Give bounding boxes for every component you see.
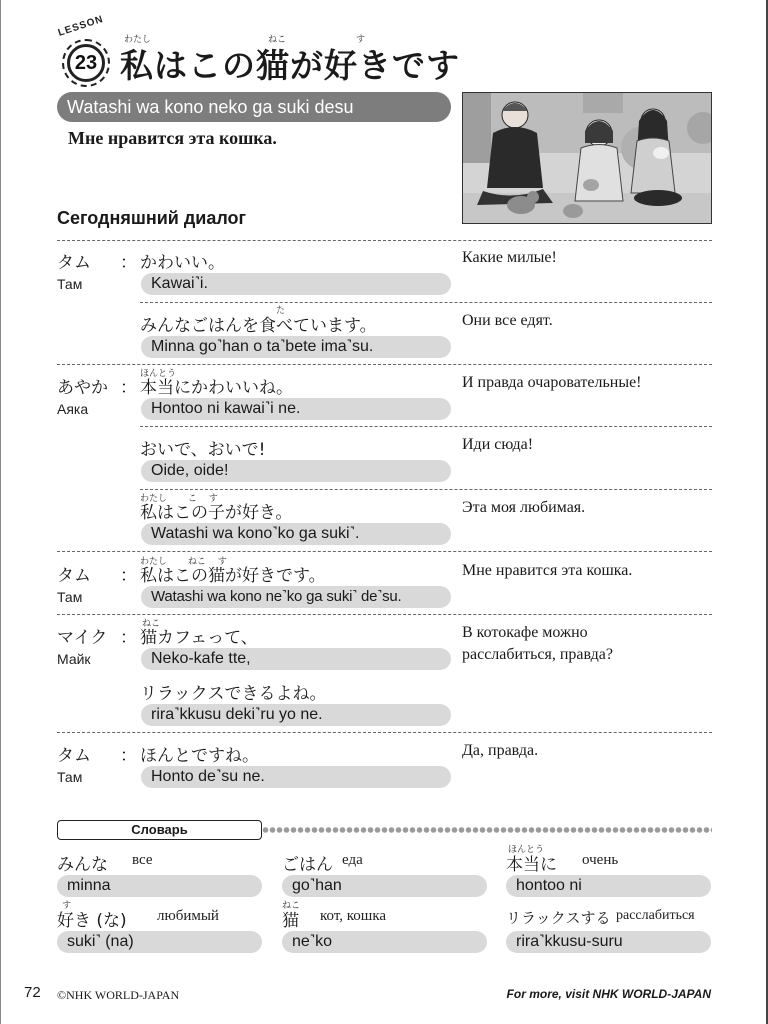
vocab-word-russian: кот, кошка — [320, 908, 387, 924]
speaker-colon: ： — [120, 628, 137, 648]
line-ruby: ほんとう — [140, 369, 177, 379]
dialogue-line-japanese: 猫カフェって、 — [140, 628, 258, 648]
line-ruby: ねこ — [142, 619, 161, 629]
speaker-name-russian: Там — [57, 276, 83, 292]
speaker-name-japanese: あやか — [57, 378, 108, 398]
dialogue-line-romaji: Neko-kafe tte, — [141, 648, 451, 670]
vocab-word-romaji: minna — [57, 875, 262, 897]
speaker-colon: ： — [120, 746, 137, 766]
visit-link-text: For more, visit NHK WORLD-JAPAN — [506, 987, 711, 1001]
title-ruby: わたし — [124, 35, 152, 45]
vocab-ruby: ほんとう — [508, 845, 545, 855]
speaker-name-japanese: タム — [57, 253, 91, 273]
page-edge — [0, 0, 1, 1024]
page-number: 72 — [24, 984, 41, 1001]
vocab-word-russian: еда — [342, 852, 363, 868]
vocab-word-japanese: 猫 — [282, 911, 299, 931]
speaker-colon: ： — [120, 253, 137, 273]
dialogue-line-romaji: rira˺kkusu deki˺ru yo ne. — [141, 704, 451, 726]
dialogue-line-japanese: かわいい。 — [140, 253, 225, 273]
cat-cafe-illustration — [462, 92, 712, 224]
lesson-title-japanese: 私はこの猫が好きです — [120, 46, 460, 85]
dialogue-line-russian: расслабиться, правда? — [462, 646, 614, 663]
vocab-word-romaji: suki˺ (na) — [57, 931, 262, 953]
dialogue-line-japanese: 私はこの猫が好きです。 — [140, 566, 326, 586]
dialogue-line-romaji: Watashi wa kono˺ko ga suki˺. — [141, 523, 451, 545]
decorative-strip — [262, 825, 712, 835]
lesson-title-romaji: Watashi wa kono neko ga suki desu — [57, 92, 451, 122]
dialogue-line-russian: Мне нравится эта кошка. — [462, 562, 633, 579]
speaker-name-russian: Аяка — [57, 401, 89, 417]
vocab-word-japanese: リラックスする — [506, 909, 611, 927]
dialogue-line-japanese: 私はこの子が好き。 — [140, 503, 293, 523]
speaker-name-japanese: タム — [57, 566, 91, 586]
vocab-ruby: ねこ — [282, 901, 301, 911]
speaker-colon: ： — [120, 566, 137, 586]
divider — [140, 489, 712, 490]
vocab-word-romaji: hontoo ni — [506, 875, 711, 897]
section-heading: Сегодняшний диалог — [57, 208, 247, 228]
dialogue-line-japanese: みんなごはんを食べています。 — [140, 316, 377, 336]
vocab-word-russian: очень — [582, 852, 619, 868]
speaker-name-russian: Там — [57, 589, 83, 605]
speaker-name-russian: Майк — [57, 651, 91, 667]
speaker-name-japanese: マイク — [57, 628, 108, 648]
divider — [57, 364, 712, 365]
line-ruby: た — [276, 306, 286, 316]
vocab-word-romaji: ne˺ko — [282, 931, 487, 953]
vocab-word-japanese: 好き (な) — [57, 911, 127, 931]
lesson-label: LESSON — [56, 13, 106, 39]
title-ruby: ねこ — [268, 35, 287, 45]
dialogue-line-russian: В котокафе можно — [462, 624, 588, 641]
lesson-title-russian: Мне нравится эта кошка. — [68, 128, 277, 148]
dialogue-line-russian: Да, правда. — [462, 742, 539, 759]
vocab-word-japanese: みんな — [57, 855, 108, 875]
vocab-word-romaji: go˺han — [282, 875, 487, 897]
vocabulary-heading: Словарь — [57, 820, 262, 840]
dialogue-line-russian: Эта моя любимая. — [462, 499, 586, 516]
lesson-number: 23 — [67, 44, 105, 82]
dialogue-line-russian: Какие милые! — [462, 249, 557, 266]
dialogue-line-romaji: Oide, oide! — [141, 460, 451, 482]
dialogue-line-japanese: ほんとですね。 — [140, 746, 259, 766]
divider — [140, 302, 712, 303]
line-ruby: わたし ねこ す — [140, 557, 227, 567]
vocab-word-russian: расслабиться — [616, 908, 695, 923]
dialogue-line-russian: И правда очаровательные! — [462, 374, 642, 391]
vocab-ruby: す — [62, 901, 72, 911]
divider — [57, 240, 712, 241]
dialogue-line-romaji: Minna go˺han o ta˺bete ima˺su. — [141, 336, 451, 358]
speaker-colon: ： — [120, 378, 137, 398]
vocab-word-japanese: ごはん — [282, 855, 333, 875]
speaker-name-russian: Там — [57, 769, 83, 785]
dialogue-line-russian: Они все едят. — [462, 312, 553, 329]
dialogue-line-japanese: おいで、おいで! — [140, 440, 266, 460]
dialogue-line-romaji: Kawai˺i. — [141, 273, 451, 295]
divider — [57, 551, 712, 552]
dialogue-line-japanese: 本当にかわいいね。 — [140, 378, 293, 398]
copyright: ©NHK WORLD-JAPAN — [57, 988, 180, 1002]
vocab-word-romaji: rira˺kkusu-suru — [506, 931, 711, 953]
vocab-word-russian: все — [132, 852, 153, 868]
vocab-word-russian: любимый — [157, 908, 219, 924]
divider — [57, 732, 712, 733]
dialogue-line-russian: Иди сюда! — [462, 436, 534, 453]
title-ruby: す — [356, 35, 366, 45]
divider — [140, 426, 712, 427]
divider — [57, 614, 712, 615]
dialogue-line-romaji: Hontoo ni kawai˺i ne. — [141, 398, 451, 420]
illustration-art — [463, 93, 712, 224]
line-ruby: わたし こ す — [140, 494, 218, 504]
dialogue-line-romaji: Watashi wa kono ne˺ko ga suki˺ de˺su. — [141, 586, 451, 608]
lesson-badge — [56, 13, 114, 82]
dialogue-line-japanese: リラックスできるよね。 — [140, 684, 327, 704]
dialogue-line-romaji: Honto de˺su ne. — [141, 766, 451, 788]
speaker-name-japanese: タム — [57, 746, 91, 766]
vocab-word-japanese: 本当に — [506, 855, 557, 875]
